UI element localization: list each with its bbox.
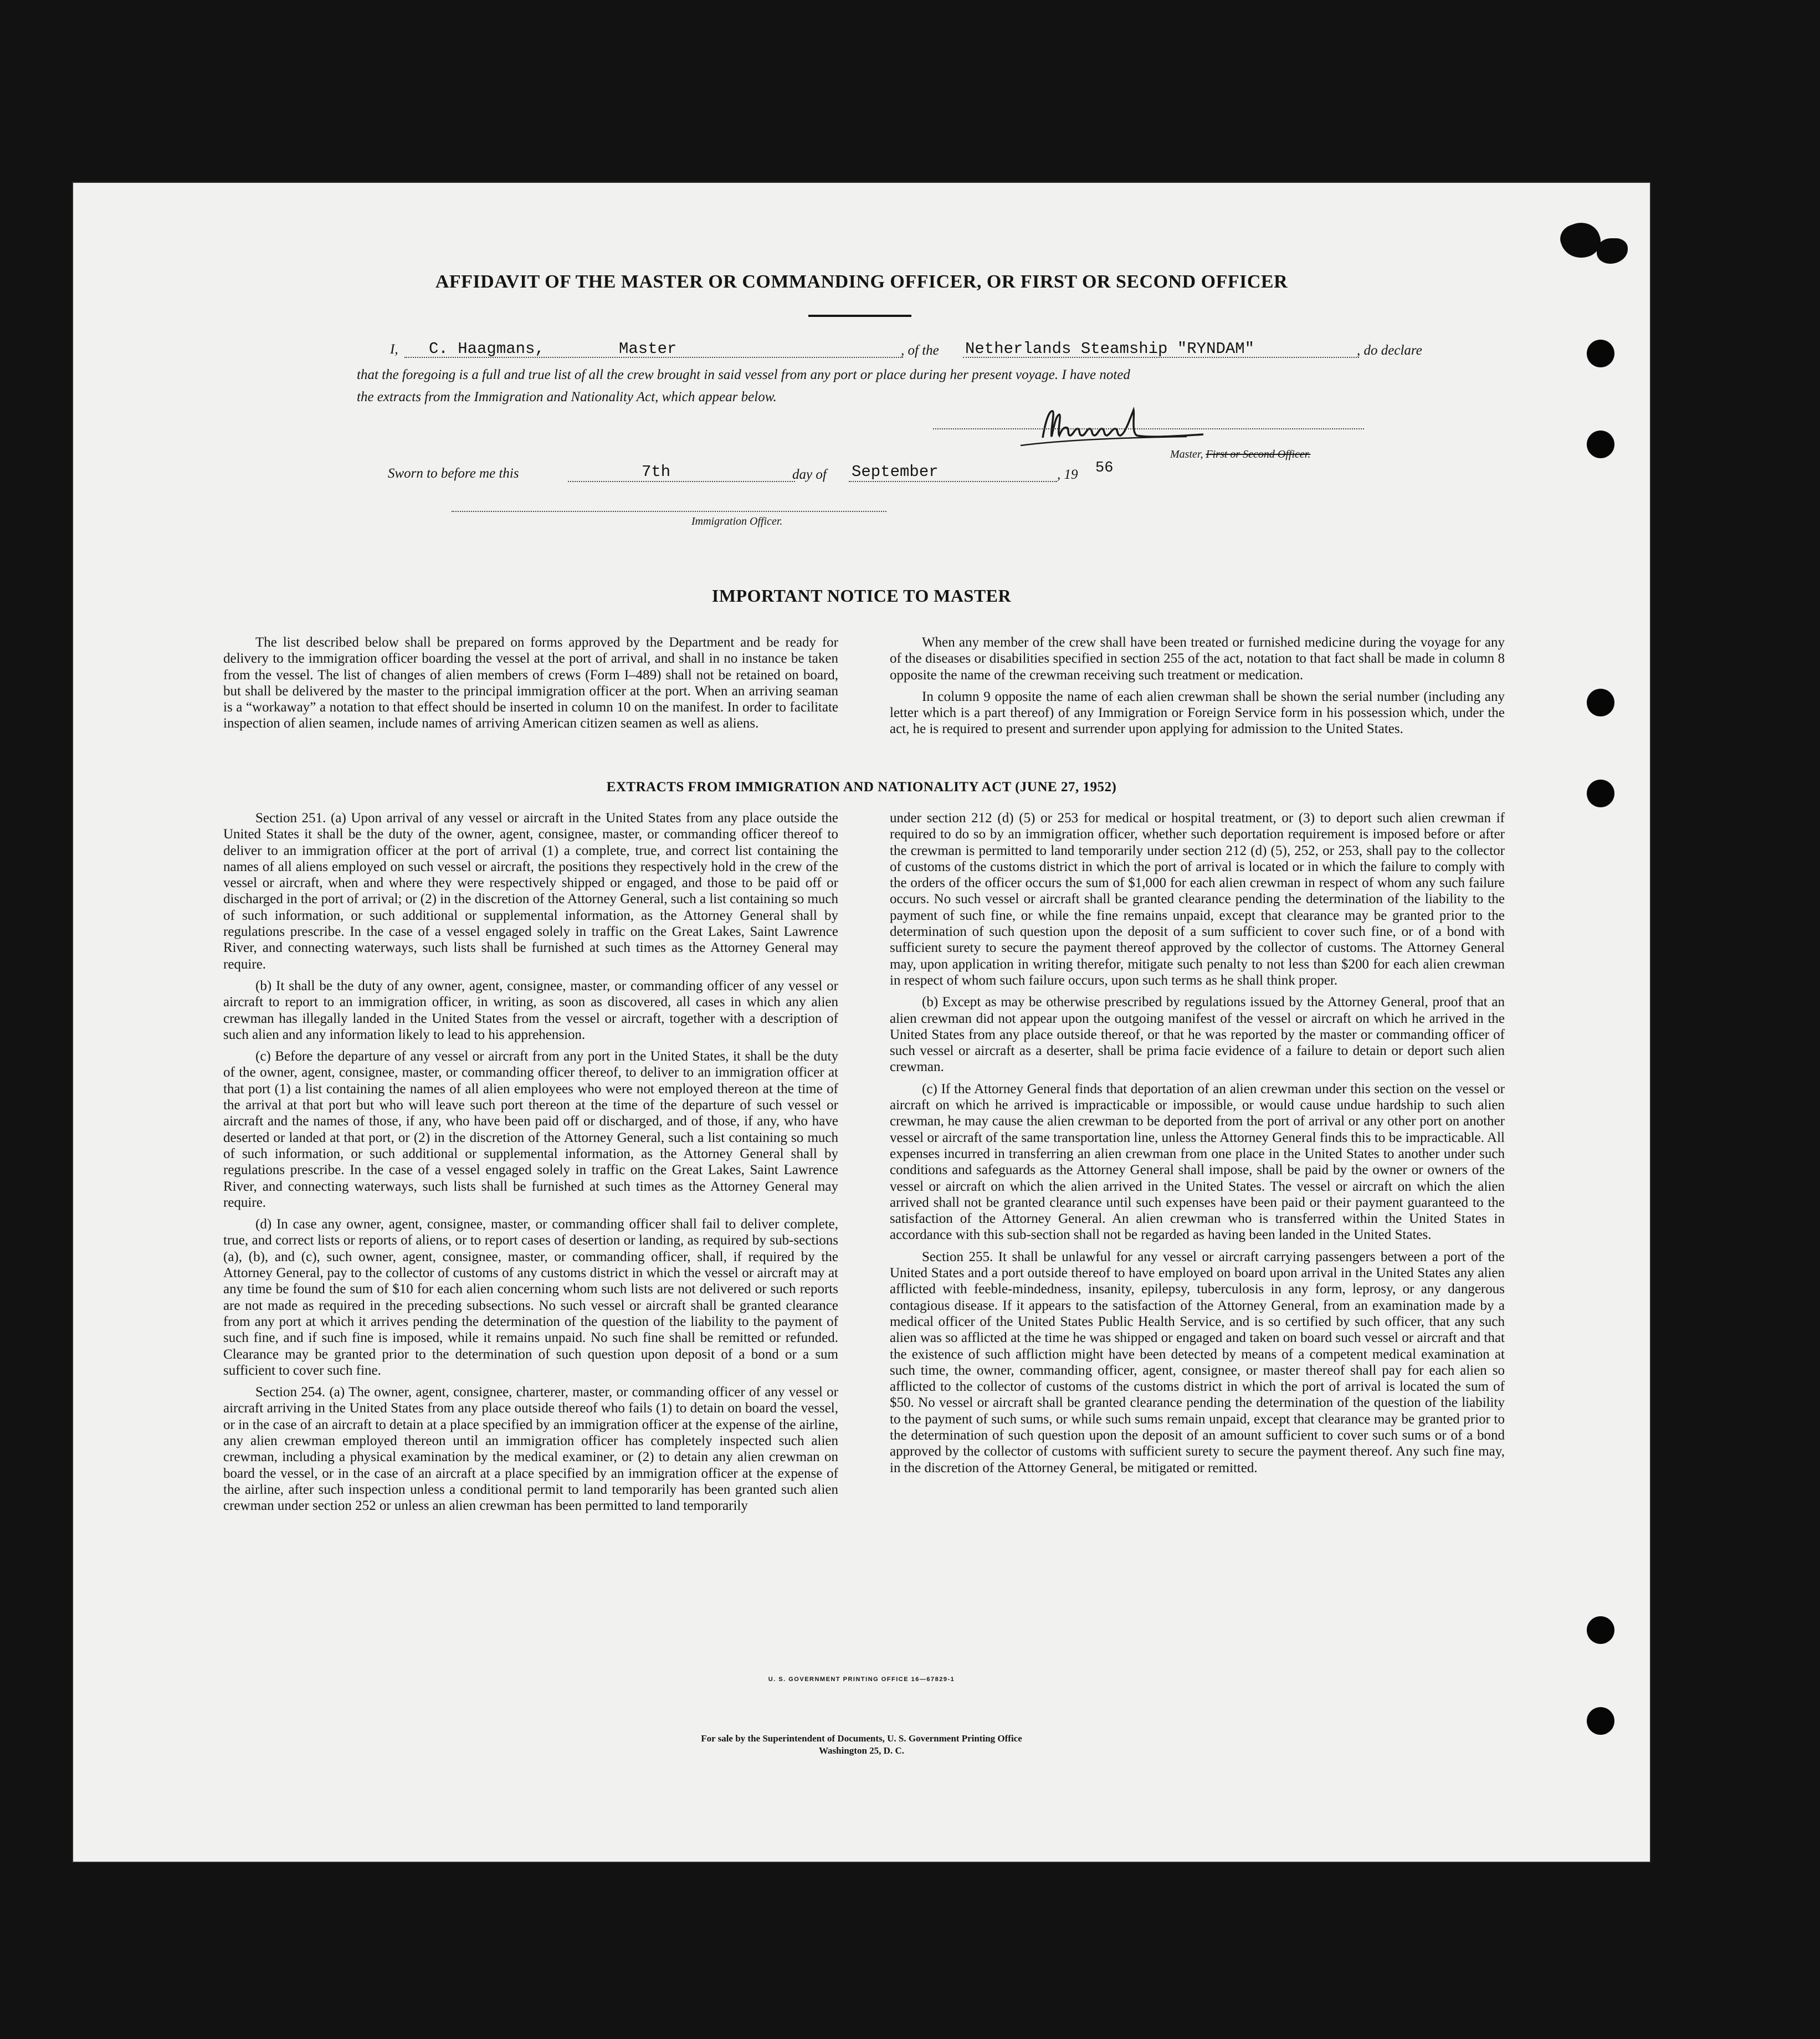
immigration-officer-line (452, 511, 886, 512)
notice-paragraph: In column 9 opposite the name of each alien crewman shall be shown the serial number (including any letter which is a part thereof) of any Immigration or Foreign Service form in his possession which, under the act, he is required to present and surrender upon applying for admission to the United States. (890, 689, 1505, 737)
printer-mark: U. S. GOVERNMENT PRINTING OFFICE 16—67829-1 (768, 1676, 955, 1683)
affidavit-page (73, 183, 1650, 1862)
extracts-title: EXTRACTS FROM IMMIGRATION AND NATIONALITY ACT (JUNE 27, 1952) (606, 780, 1117, 795)
footer (73, 1733, 1650, 1757)
extracts-left-column (223, 810, 838, 1514)
extract-paragraph: Section 251. (a) Upon arrival of any vessel or aircraft in the United States from any place outside the United States it shall be the duty of the owner, agent, consignee, master, or commanding officer thereof to deliver to an immigration officer at the port of arrival (1) a complete, true, and correct list containing the names of all aliens employed on such vessel or aircraft, the positions they respectively hold in the crew of the vessel or aircraft, when and where they were respectively shipped or engaged, and those to be paid off or discharged in the port of arrival; or (2) in the discretion of the Attorney General, such a list containing so much of such information, or such additional or supplemental information, as the Attorney General shall by regulations prescribe. In the case of a vessel engaged solely in traffic on the Great Lakes, Saint Lawrence River, and connecting waterways, such lists shall be furnished at such times as the Attorney General may require. (223, 811, 838, 972)
master-rank: Master (619, 340, 677, 358)
sworn-month: September (852, 463, 939, 481)
punch-hole (1587, 431, 1614, 458)
torn-corner (1597, 238, 1628, 264)
title-rule (808, 315, 911, 317)
declaration-line-2: that the foregoing is a full and true list of all the crew brought in said vessel from any port or place during her present voyage. I have noted (357, 367, 1130, 382)
immigration-officer-label: Immigration Officer. (691, 515, 783, 527)
punch-hole (1587, 340, 1614, 367)
of-the-label: , of the (901, 343, 939, 358)
extract-paragraph: (b) Except as may be otherwise prescribed by regulations issued by the Attorney General, proof that an alien crewman did not appear upon the outgoing manifest of the vessel or aircraft on which he arrived in the United States from any place outside thereof, or that he was reported by the master or commanding officer of such vessel or aircraft as a deserter, shall be prima facie evidence of a failure to detain or deport such alien crewman. (890, 995, 1505, 1075)
notice-left-column (223, 634, 838, 732)
extract-paragraph: Section 255. It shall be unlawful for any vessel or aircraft carrying passengers between a port of the United States and a port outside thereof to have employed on board upon arrival in the United States any alien afflicted with feeble-mindedness, insanity, epilepsy, tuberculosis in any form, leprosy, or any dangerous contagious disease. If it appears to the satisfaction of the Attorney General, from an examination made by a medical officer of the United States Public Health Service, and is so certified by such officer, that any such alien was so afflicted at the time he was shipped or engaged and taken on board such vessel or aircraft and that the existence of such affliction might have been detected by means of a competent medical examination at such time, the owner, commanding officer, agent, consignee, or master thereof shall pay for each alien so afflicted to the collector of customs of the customs district in which the port of arrival is located the sum of $50. No vessel or aircraft shall be granted clearance pending the determination of the question of the liability to the payment of such sums, or while such sums remain unpaid, except that clearance may be granted prior to the determination of such question upon the deposit of an amount sufficient to cover such sums or of a bond approved by the collector of customs with sufficient surety to secure the payment thereof. Any such fine may, in the discretion of the Attorney General, be mitigated or remitted. (890, 1249, 1505, 1476)
punch-hole (1587, 689, 1614, 716)
notice-title: IMPORTANT NOTICE TO MASTER (711, 586, 1012, 606)
extract-paragraph: under section 212 (d) (5) or 253 for medical or hospital treatment, or (3) to deport such alien crewman if required to do so by an immigration officer, whether such deportation requirement is imposed before or after the crewman is permitted to land temporarily under section 212 (d) (5), 252, or 253, shall pay to the collector of customs of the customs district in which the port of arrival is located or in which the failure to comply with the orders of the officer occurs the sum of $1,000 for each alien crewman in respect of whom any such failure occurs. No such vessel or aircraft shall be granted clearance pending the determination of the liability to the payment of such fine, or while the fine remains unpaid, except that clearance may be granted prior to the determination of such question upon the deposit of a sum sufficient to cover such fine, or of a bond with sufficient surety to secure the payment thereof approved by the collector of customs. The Attorney General may, upon application in writing therefor, mitigate such penalty to not less than $200 for each alien crewman in respect of whom such failure occurs, upon such terms as he shall think proper. (890, 811, 1505, 988)
notice-right-column (890, 634, 1505, 737)
master-name: C. Haagmans, (429, 340, 545, 358)
signature-caption-master: Master, (1170, 448, 1203, 460)
signature-line (933, 428, 1364, 429)
signature-caption-struck: First or Second Officer. (1206, 448, 1311, 460)
vessel-name: Netherlands Steamship "RYNDAM" (965, 340, 1255, 358)
notice-paragraph: When any member of the crew shall have been treated or furnished medicine during the voyage for any of the diseases or disabilities specified in section 255 of the act, notation to that fact shall be made in column 8 opposite the name of the crewman receiving such treatment or medication. (890, 635, 1505, 683)
sworn-year: 56 (1095, 460, 1114, 477)
footer-line-2: Washington 25, D. C. (819, 1745, 904, 1756)
notice-paragraph: The list described below shall be prepared on forms approved by the Department and be ready for delivery to the immigration officer boarding the vessel at the port of arrival, and shall in no instance be taken from the vessel. The list of changes of alien members of crews (Form I–489) shall not be retained on board, but shall be delivered by the master to the principal immigration officer at the port. When an arriving seaman is a “workaway” a notation to that effect should be inserted in column 10 on the manifest. In order to facilitate inspection of alien seamen, include names of arriving American citizen seamen as well as aliens. (223, 635, 838, 731)
punch-hole (1587, 1616, 1614, 1644)
declaration-line-3: the extracts from the Immigration and Nationality Act, which appear below. (357, 390, 777, 404)
day-of-label: day of (792, 467, 827, 482)
sworn-day-field (568, 465, 795, 482)
extract-paragraph: (c) Before the departure of any vessel or aircraft from any port in the United States, it shall be the duty of the owner, agent, consignee, master, or commanding officer thereof, to deliver to an immigration officer at that port (1) a list containing the names of all alien employees who were not employed thereon at the time of the arrival at that port but who will leave such port thereon at the time of the departure of such vessel or aircraft and the names of those, if any, who have been paid off or discharged, and of those, if any, who have deserted or landed at that port, or (2) in the discretion of the Attorney General, such a list containing so much of such information, or such additional or supplemental information, as the Attorney General shall by regulations prescribe. In the case of a vessel engaged solely in traffic on the Great Lakes, Saint Lawrence River, and connecting waterways, such lists shall be furnished at such times as the Attorney General may require. (223, 1049, 838, 1210)
sworn-year-prefix: , 19 (1057, 467, 1078, 482)
signature-caption (1170, 448, 1310, 461)
extract-paragraph: (c) If the Attorney General finds that deportation of an alien crewman under this section on the vessel or aircraft on which he arrived is impracticable or impossible, or would cause undue hardship to such alien crewman, he may cause the alien crewman to be deported from the port of arrival or any other port on another vessel or aircraft of the same transportation line, unless the Attorney General finds this to be impracticable. All expenses incurred in transferring an alien crewman from one place in the United States to another under such conditions and safeguards as the Attorney General shall impose, shall be paid by the owner or owners of the vessel or aircraft on which the alien arrived in the United States. The vessel or aircraft on which the alien arrived shall not be granted clearance until such expenses have been paid or their payment guaranteed to the satisfaction of the Attorney General. An alien crewman who is transferred within the United States in accordance with this sub-section shall not be regarded as having been landed in the United States. (890, 1081, 1505, 1243)
extract-paragraph: (d) In case any owner, agent, consignee, master, or commanding officer shall fail to deliver complete, true, and correct lists or reports of aliens, or to report cases of desertion or landing, as required by sub-sections (a), (b), and (c), such owner, agent, consignee, master, or commanding officer, shall, if required by the Attorney General, pay to the collector of customs of any customs district in which the vessel or aircraft may at any time be found the sum of $10 for each alien concerning whom such lists are not delivered or such reports are not made as required in the preceding subsections. No such vessel or aircraft shall be granted clearance from any port at which it arrives pending the determination of the question of the liability to the payment of such fine, and if such fine is imposed, while it remains unpaid. No such fine shall be remitted or refunded. Clearance may be granted prior to the determination of such question upon deposit of a bond or a sum sufficient to cover such fine. (223, 1217, 838, 1378)
extracts-right-column (890, 810, 1505, 1476)
extract-paragraph: Section 254. (a) The owner, agent, consignee, charterer, master, or commanding officer of any vessel or aircraft arriving in the United States from any place outside thereof who fails (1) to detain on board the vessel, or in the case of an aircraft to detain at a place specified by an immigration officer at the expense of the airline, any alien crewman employed thereon until an immigration officer has completely inspected such alien crewman, including a physical examination by the medical examiner, or (2) to detain any alien crewman on board the vessel, or in the case of an aircraft at a place specified by an immigration officer at the expense of the airline, after such inspection unless a conditional permit to land temporarily has been granted such alien crewman under section 252 or unless an alien crewman has been permitted to land temporarily (223, 1385, 838, 1514)
declaration-prefix: I, (390, 342, 398, 357)
affidavit-title: AFFIDAVIT OF THE MASTER OR COMMANDING OFFICER, OR FIRST OR SECOND OFFICER (435, 271, 1288, 292)
extract-paragraph: (b) It shall be the duty of any owner, agent, consignee, master, or commanding officer of any vessel or aircraft to report to an immigration officer, in writing, as soon as discovered, all cases in which any alien crewman has illegally landed in the United States from the vessel or aircraft, together with a description of such alien and any information likely to lead to his apprehension. (223, 978, 838, 1042)
do-declare-label: , do declare (1357, 343, 1422, 358)
footer-line-1: For sale by the Superintendent of Documents, U. S. Government Printing Office (701, 1733, 1022, 1744)
master-signature (1021, 404, 1214, 449)
sworn-label: Sworn to before me this (388, 466, 519, 481)
sworn-day: 7th (642, 463, 671, 481)
punch-hole (1587, 1707, 1614, 1735)
